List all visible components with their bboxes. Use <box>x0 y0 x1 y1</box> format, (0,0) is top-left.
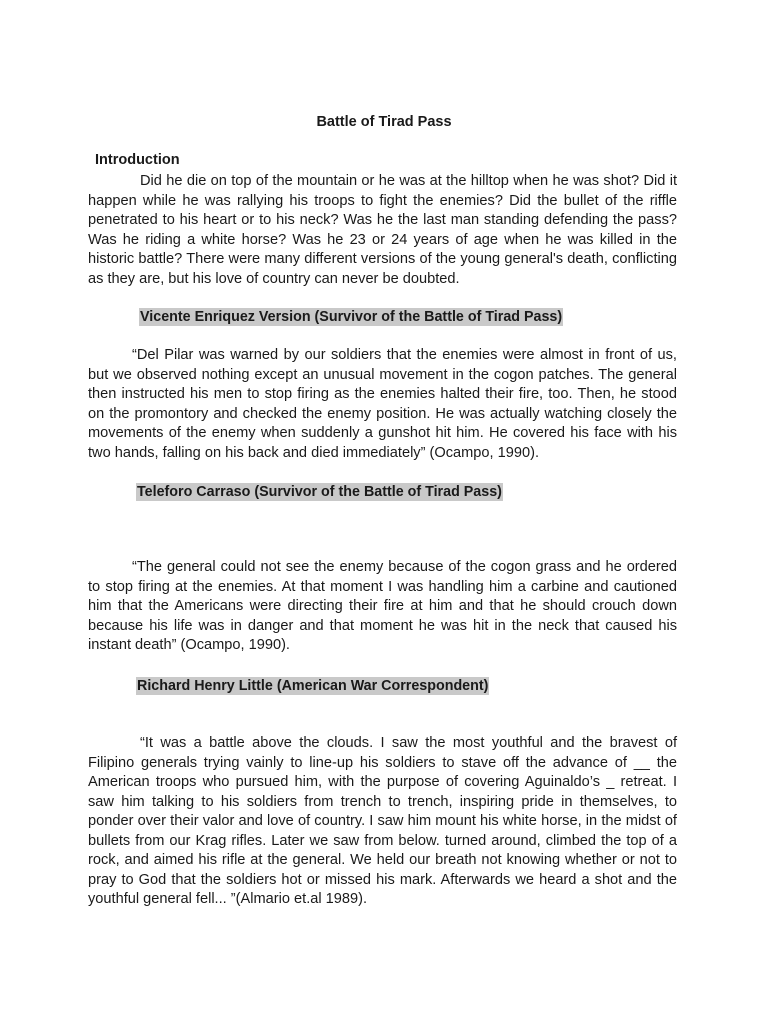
section-paragraph-enriquez: “Del Pilar was warned by our soldiers that the enemies were almost in front of us, but we observed nothing except an unusual movement in the cogon patches. The general then instructed his men to stop firing as the enemies halted their fire, too. Then, he stood on the promontory and checked the enemy position. He was actually watching closely the movements of the enemy when suddenly a gunshot hit him. He covered his face with his two hands, falling on his back and died immediately” (Ocampo, 1990). <box>88 347 677 461</box>
page-title: Battle of Tirad Pass <box>316 114 452 130</box>
section-paragraph-little: “It was a battle above the clouds. I saw the most youthful and the bravest of Filipino generals trying vainly to line-up his soldiers to stave off the advance of __ the American troops who pursued him, with the purpose of covering Aguinaldo’s _ retreat. I saw him talking to his soldiers from trench to trench, inspiring pride in themselves, to ponder over their valor and love of country. I saw him mount his white horse, in the midst of bullets from our Krag rifles. Later we saw from below. turned around, climbed the top of a rock, and aimed his rifle at the general. We held our breath not knowing whether or not to pray to God that the soldiers hot or missed his mark. Afterwards we heard a shot and the youthful general fell... ”(Almario et.al 1989). <box>88 735 677 907</box>
section-heading-little: Richard Henry Little (American War Correspondent) <box>137 678 489 694</box>
section-paragraph-carraso: “The general could not see the enemy because of the cogon grass and he ordered to stop firing at the enemies. At that moment I was handling him a carbine and cautioned him that the Americans were directing their fire at him and that he should crouch down because his life was in danger and that moment he was hit in the neck that caused his instant death” (Ocampo, 1990). <box>88 559 677 653</box>
section-heading-enriquez: Vicente Enriquez Version (Survivor of the Battle of Tirad Pass) <box>140 309 563 325</box>
intro-heading: Introduction <box>95 152 180 168</box>
section-heading-carraso: Teleforo Carraso (Survivor of the Battle of Tirad Pass) <box>137 484 502 500</box>
intro-paragraph: Did he die on top of the mountain or he was at the hilltop when he was shot? Did it happen while he was rallying his troops to fight the enemies? Did the bullet of the riffle penetrated to his heart or to his neck? Was he the last man standing defending the pass? Was he riding a white horse? Was he 23 or 24 years of age when he was killed in the historic battle? There were many different versions of the young general's death, conflicting as they are, but his love of country can never be doubted. <box>88 173 677 287</box>
